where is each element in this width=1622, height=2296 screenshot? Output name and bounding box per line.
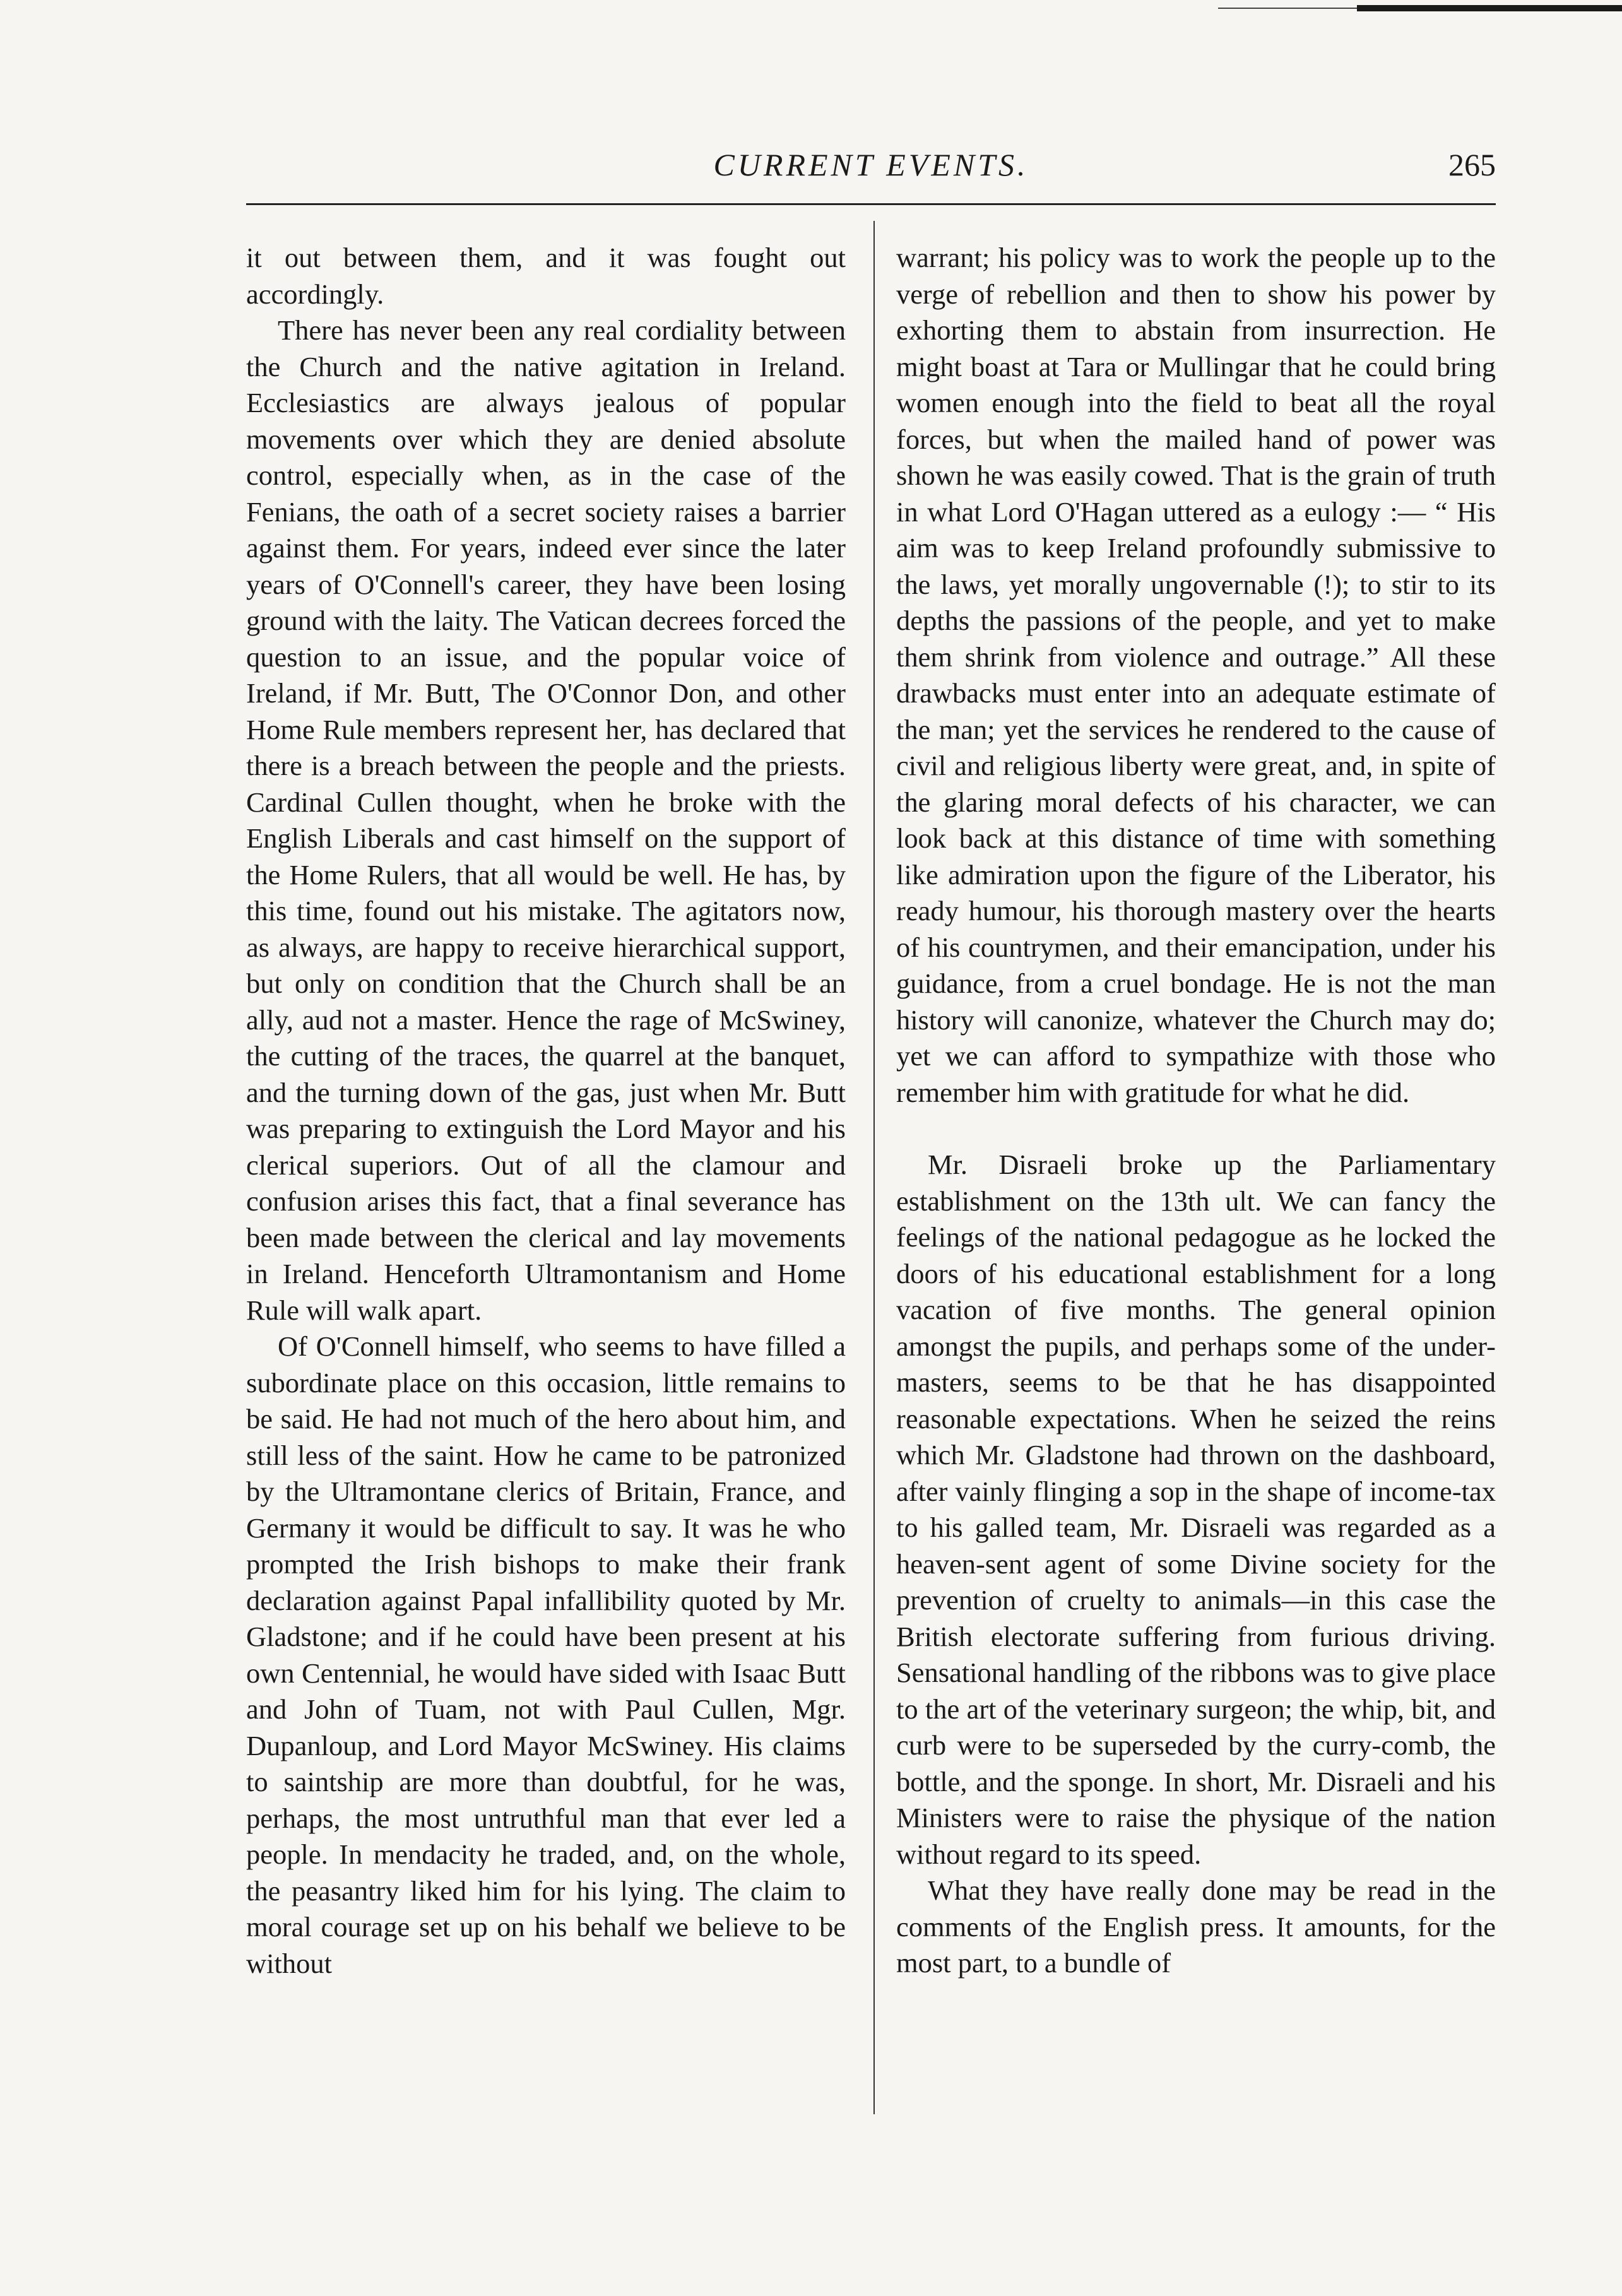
right-column [896,240,1496,1982]
paragraph: Mr. Disraeli broke up the Parliamentary establishment on the 13th ult. We can fancy the feelings of the national pedagogue as he locked the doors of his educational establishment for a long vacation of five months. The general opinion amongst the pupils, and perhaps some of the under-masters, seems to be that he has disappointed reasonable expectations. When he seized the reins which Mr. Gladstone had thrown on the dashboard, after vainly flinging a sop in the shape of income-tax to his galled team, Mr. Disraeli was regarded as a heaven-sent agent of some Divine society for the prevention of cruelty to animals—in this case the British electorate suffering from furious driving. Sensational handling of the ribbons was to give place to the art of the veterinary surgeon; the whip, bit, and curb were to be superseded by the curry-comb, the bottle, and the sponge. In short, Mr. Disraeli and his Ministers were to raise the physique of the nation without regard to its speed. [896,1149,1496,1870]
paragraph: Of O'Connell himself, who seems to have filled a subordinate place on this occasion, little remains to be said. He had not much of the hero about him, and still less of the saint. How he came to be patronized by the Ultramontane clerics of Britain, France, and Germany it would be difficult to say. It was he who prompted the Irish bishops to make their frank declaration against Papal infallibility quoted by Mr. Gladstone; and if he could have been present at his own Centennial, he would have sided with Isaac Butt and John of Tuam, not with Paul Cullen, Mgr. Dupanloup, and Lord Mayor McSwiney. His claims to saintship are more than doubtful, for he was, perhaps, the most untruthful man that ever led a people. In mendacity he traded, and, on the whole, the peasantry liked him for his lying. The claim to moral courage set up on his behalf we believe to be without [246,1330,846,1979]
page-number: 265 [1448,147,1496,182]
column-divider [873,221,875,2114]
page-header [246,146,1496,197]
corner-rule-mark [1357,5,1622,11]
paragraph: There has never been any real cordiality between the Church and the native agitation in Ireland. Ecclesiastics are always jealous of popular movements over which they are denied absolute control, especially when, as in the case of the Fenians, the oath of a secret society raises a barrier against them. For years, indeed ever since the later years of O'Connell's career, they have been losing ground with the laity. The Vatican decrees forced the question to an issue, and the popular voice of Ireland, if Mr. Butt, The O'Connor Don, and other Home Rule members represent her, has declared that there is a breach between the people and the priests. Cardinal Cullen thought, when he broke with the English Liberals and cast himself on the support of the Home Rulers, that all would be well. He has, by this time, found out his mistake. The agitators now, as always, are happy to receive hierarchical support, but only on condition that the Church shall be an ally, aud not a master. Hence the rage of McSwiney, the cutting of the traces, the quarrel at the banquet, and the turning down of the gas, just when Mr. Butt was preparing to extinguish the Lord Mayor and his clerical superiors. Out of all the clamour and confusion arises this fact, that a final severance has been made between the clerical and lay movements in Ireland. Henceforth Ultramontanism and Home Rule will walk apart. [246,314,846,1326]
left-column [246,240,846,1982]
paragraph: warrant; his policy was to work the people up to the verge of rebellion and then to show his power by exhorting them to abstain from insurrection. He might boast at Tara or Mullingar that he could bring women enough into the field to beat all the royal forces, but when the mailed hand of power was shown he was easily cowed. That is the grain of truth in what Lord O'Hagan uttered as a eulogy :— “ His aim was to keep Ireland profoundly submissive to the laws, yet morally ungovernable (!); to stir to its depths the passions of the people, and yet to make them shrink from violence and outrage.” All these drawbacks must enter into an adequate estimate of the man; yet the services he rendered to the cause of civil and religious liberty were great, and, in spite of the glaring moral defects of his character, we can look back at this distance of time with something like admiration upon the figure of the Liberator, his ready humour, his thorough mastery over the hearts of his countrymen, and their emancipation, under his guidance, from a cruel bondage. He is not the man history will canonize, whatever the Church may do; yet we can afford to sympathize with those who remember him with gratitude for what he did. [896,242,1496,1108]
paragraph: What they have really done may be read in the comments of the English press. It amounts, for the most part, to a bundle of [896,1874,1496,1979]
paragraph: it out between them, and it was fought out accordingly. [246,242,846,310]
header-rule [246,203,1496,205]
running-title: CURRENT EVENTS. [713,147,1029,182]
